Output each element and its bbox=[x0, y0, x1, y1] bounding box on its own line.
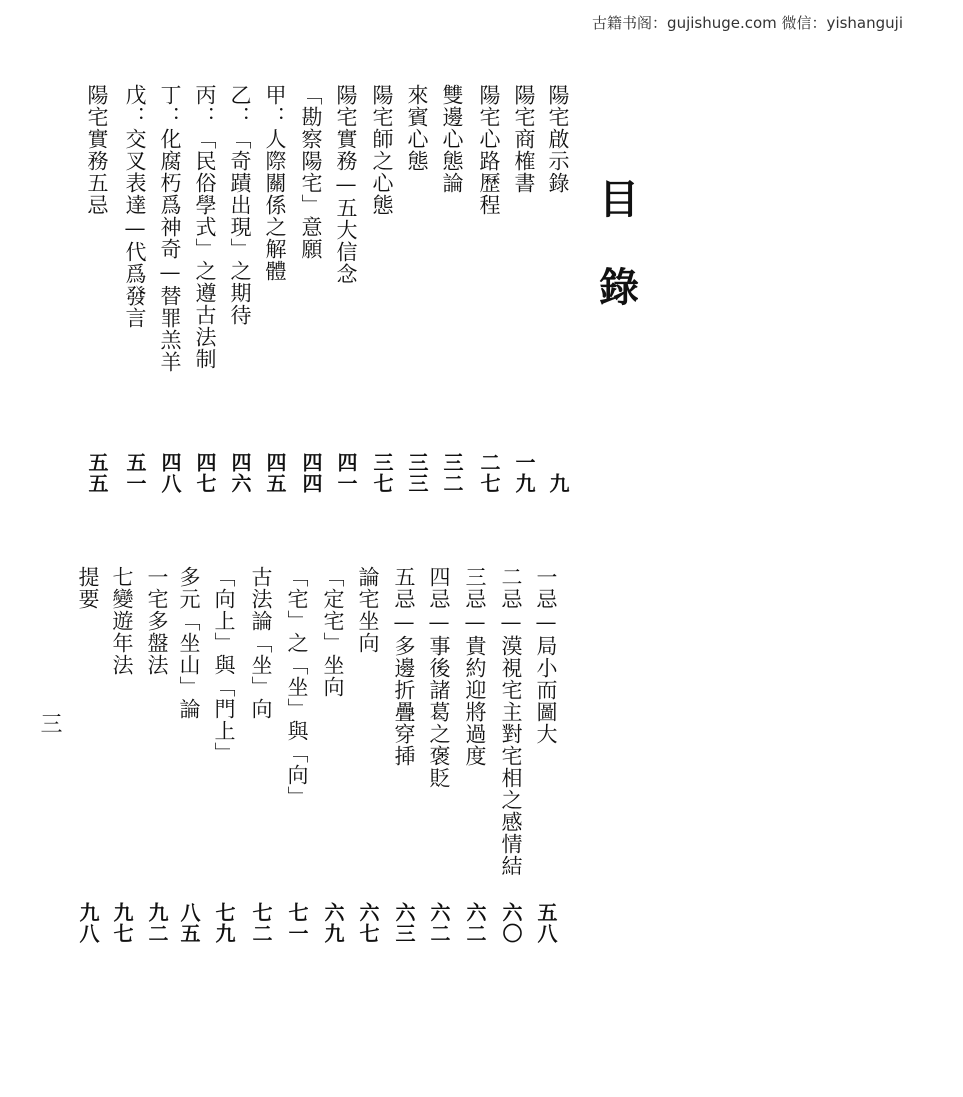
toc-entry[interactable] bbox=[174, 566, 204, 944]
toc-entry-page: 一九 bbox=[512, 452, 536, 494]
toc-entry[interactable] bbox=[331, 84, 361, 494]
toc-entry-title: 「向上」與「門上」 bbox=[212, 566, 236, 764]
page-number: 三 bbox=[37, 712, 62, 734]
toc-entry-page: 二七 bbox=[477, 452, 501, 494]
toc-entry-title: 七變遊年法 bbox=[110, 566, 134, 676]
toc-entry-page: 五五 bbox=[85, 452, 109, 494]
toc-entry[interactable] bbox=[367, 84, 397, 494]
toc-entry[interactable] bbox=[225, 84, 255, 494]
toc-entry-page: 九 bbox=[546, 473, 570, 494]
toc-entry-page: 四四 bbox=[299, 452, 323, 494]
toc-entry[interactable] bbox=[353, 566, 383, 944]
toc-entry[interactable] bbox=[260, 84, 290, 494]
toc-entry[interactable] bbox=[543, 84, 573, 494]
toc-entry-title: 陽宅師之心態 bbox=[370, 84, 394, 216]
toc-entry-title: 雙邊心態論 bbox=[440, 84, 464, 194]
toc-entry-title: 論宅坐向 bbox=[356, 566, 380, 654]
toc-entry-page: 六三 bbox=[392, 902, 416, 944]
toc-entry-page: 三三 bbox=[405, 452, 429, 494]
toc-entry-page: 八五 bbox=[177, 902, 201, 944]
toc-entry-title: 「定宅」坐向 bbox=[321, 566, 345, 698]
toc-entry[interactable] bbox=[73, 566, 103, 944]
toc-entry[interactable] bbox=[509, 84, 539, 494]
toc-entry[interactable] bbox=[496, 566, 526, 944]
heading-char: 錄 bbox=[599, 264, 639, 311]
toc-entry[interactable] bbox=[282, 566, 312, 944]
toc-entry-title: 四忌—事後諸葛之褒貶 bbox=[427, 566, 451, 789]
toc-entry-title: 陽宅實務—五大信念 bbox=[334, 84, 358, 285]
toc-entry-title: 戊：交叉表達—代爲發言 bbox=[123, 84, 147, 329]
toc-entry-page: 四五 bbox=[263, 452, 287, 494]
toc-entry-title: 古法論「坐」向 bbox=[249, 566, 273, 720]
toc-entry-title: 「勘察陽宅」意願 bbox=[299, 84, 323, 260]
toc-entry-page: 六九 bbox=[321, 902, 345, 944]
toc-entry-title: 三忌—貴約迎將過度 bbox=[463, 566, 487, 767]
toc-entry-page: 六二 bbox=[427, 902, 451, 944]
toc-entry-title: 一宅多盤法 bbox=[145, 566, 169, 676]
toc-entry-page: 七九 bbox=[212, 902, 236, 944]
toc-entry-page: 六〇 bbox=[499, 902, 523, 944]
toc-entry-page: 六二 bbox=[463, 902, 487, 944]
toc-entry-title: 甲：人際關係之解體 bbox=[263, 84, 287, 282]
toc-entry[interactable] bbox=[142, 566, 172, 944]
toc-entry[interactable] bbox=[460, 566, 490, 944]
toc-entry-page: 七一 bbox=[285, 902, 309, 944]
toc-entry-page: 四六 bbox=[228, 452, 252, 494]
toc-entry-title: 陽宅商榷書 bbox=[512, 84, 536, 194]
toc-entry-title: 陽宅啟示錄 bbox=[546, 84, 570, 194]
toc-entry[interactable] bbox=[424, 566, 454, 944]
toc-entry[interactable] bbox=[82, 84, 112, 494]
toc-entry-title: 陽宅實務五忌 bbox=[85, 84, 109, 216]
toc-entry[interactable] bbox=[318, 566, 348, 944]
toc-entry[interactable] bbox=[209, 566, 239, 944]
toc-entry-page: 六七 bbox=[356, 902, 380, 944]
toc-entry-page: 四八 bbox=[158, 452, 182, 494]
toc-entry[interactable] bbox=[402, 84, 432, 494]
toc-entry[interactable] bbox=[474, 84, 504, 494]
toc-entry[interactable] bbox=[389, 566, 419, 944]
toc-entry-title: 丙：「民俗學式」之遵古法制 bbox=[193, 84, 217, 370]
toc-entry-title: 來賓心態 bbox=[405, 84, 429, 172]
heading-char: 目 bbox=[599, 176, 639, 223]
toc-entry-title: 提要 bbox=[76, 566, 100, 610]
watermark-text: 古籍书阁：gujishuge.com 微信：yishanguji bbox=[592, 14, 903, 32]
toc-entry-title: 陽宅心路歷程 bbox=[477, 84, 501, 216]
toc-entry-page: 四一 bbox=[334, 452, 358, 494]
toc-entry-title: 多元「坐山」論 bbox=[177, 566, 201, 720]
toc-entry-page: 九七 bbox=[110, 902, 134, 944]
toc-entry-page: 七二 bbox=[249, 902, 273, 944]
toc-entry[interactable] bbox=[107, 566, 137, 944]
toc-entry[interactable] bbox=[190, 84, 220, 494]
toc-entry-page: 三二 bbox=[440, 452, 464, 494]
toc-entry[interactable] bbox=[296, 84, 326, 494]
toc-entry[interactable] bbox=[155, 84, 185, 494]
toc-entry[interactable] bbox=[246, 566, 276, 944]
toc-entry-page: 九二 bbox=[145, 902, 169, 944]
toc-entry[interactable] bbox=[120, 84, 150, 494]
toc-entry[interactable] bbox=[531, 566, 561, 944]
toc-entry-title: 一忌—局小而圖大 bbox=[534, 566, 558, 745]
contents-heading bbox=[596, 176, 642, 356]
toc-entry-page: 四七 bbox=[193, 452, 217, 494]
toc-entry-page: 三七 bbox=[370, 452, 394, 494]
toc-entry-title: 乙：「奇蹟出現」之期待 bbox=[228, 84, 252, 326]
toc-entry-title: 五忌—多邊折疊穿揷 bbox=[392, 566, 416, 767]
toc-entry-title: 丁：化腐朽爲神奇—替罪羔羊 bbox=[158, 84, 182, 373]
toc-entry-title: 「宅」之「坐」與「向」 bbox=[285, 566, 309, 808]
toc-entry-title: 二忌—漠視宅主對宅相之感情結 bbox=[499, 566, 523, 877]
toc-entry[interactable] bbox=[437, 84, 467, 494]
toc-entry-page: 五一 bbox=[123, 452, 147, 494]
toc-entry-page: 五八 bbox=[534, 902, 558, 944]
toc-entry-page: 九八 bbox=[76, 902, 100, 944]
